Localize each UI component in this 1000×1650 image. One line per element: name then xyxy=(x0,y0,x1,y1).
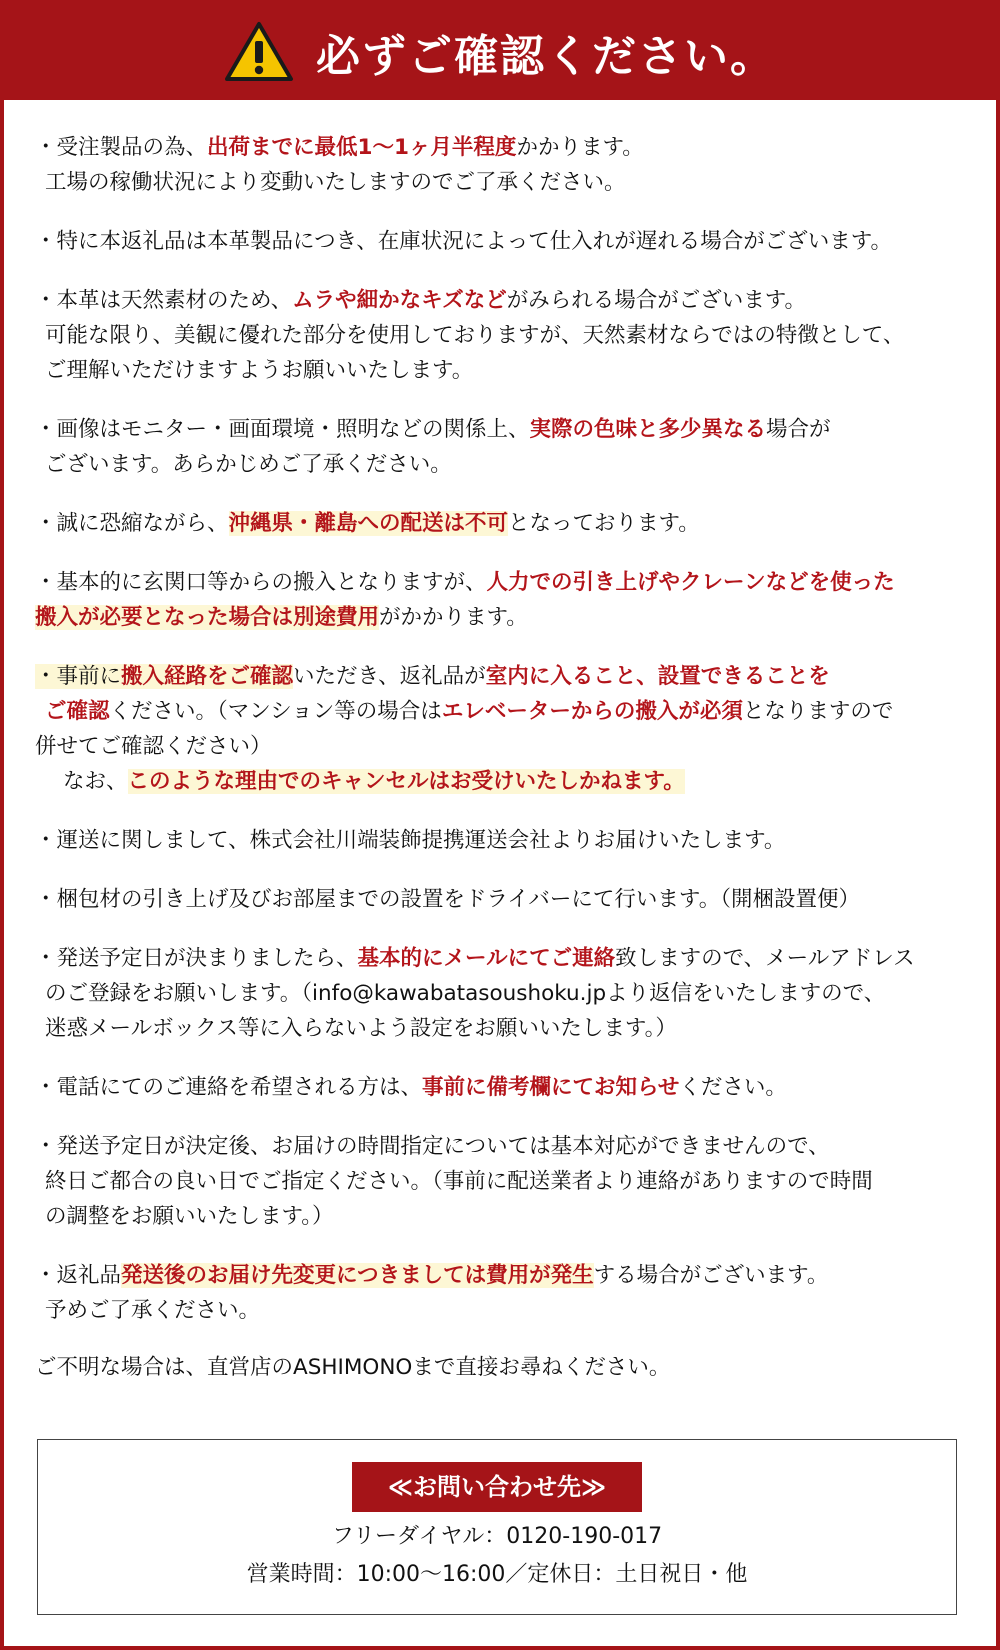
text: ご理解いただけますようお願いいたします。 xyxy=(45,358,474,383)
contact-box xyxy=(37,1439,957,1615)
text: 迷惑メールボックス等に入らないよう設定をお願いいたします。） xyxy=(45,1016,677,1041)
highlight-text: 搬入経路をご確認 xyxy=(121,664,294,689)
text: かかります。 xyxy=(516,135,644,160)
page-title: 必ずご確認ください。 xyxy=(316,31,776,82)
emphasis-text: 室内に入ること、設置できることを xyxy=(485,664,830,689)
text: となっております。 xyxy=(508,511,700,536)
notice-item-address-change xyxy=(35,1258,968,1328)
notice-item-okinawa xyxy=(35,506,968,541)
notice-item-lead-time xyxy=(35,130,968,200)
text: ください。 xyxy=(679,1075,787,1100)
text: する場合がございます。 xyxy=(593,1263,829,1288)
emphasis-text: 人力での引き上げやクレーンなどを使った xyxy=(486,570,895,595)
text: ・基本的に玄関口等からの搬入となりますが、 xyxy=(35,570,487,595)
notice-item-carrier xyxy=(35,823,968,858)
emphasis-text: 事前に備考欄にてお知らせ xyxy=(422,1075,680,1100)
notice-item-stock xyxy=(35,224,968,259)
emphasis-text: 基本的にメールにてご連絡 xyxy=(357,946,616,971)
notice-item-route-check xyxy=(35,659,968,799)
contact-phone: フリーダイヤル：0120-190-017 xyxy=(331,1524,663,1549)
text: ・発送予定日が決定後、お届けの時間指定については基本対応ができませんので、 xyxy=(35,1134,830,1159)
notice-list xyxy=(4,100,996,1385)
highlight-text: 搬入が xyxy=(35,605,100,630)
text: ・電話にてのご連絡を希望される方は、 xyxy=(35,1075,423,1100)
notice-item-installation xyxy=(35,882,968,917)
notice-item-phone xyxy=(35,1070,968,1105)
text: がかかります。 xyxy=(379,605,528,630)
text: 予めご了承ください。 xyxy=(45,1298,261,1323)
text: ご不明な場合は、直営店のASHIMONOまで直接お尋ねください。 xyxy=(35,1355,671,1380)
emphasis-text: 出荷までに最低1～1ヶ月半程度 xyxy=(207,135,517,160)
highlight-text: 発送後のお届け先変更につきましては費用が発生 xyxy=(121,1263,594,1288)
text: 併せてご確認ください） xyxy=(35,734,272,759)
emphasis-text: 実際の色味と多少異なる xyxy=(529,417,767,442)
text: ・受注製品の為、 xyxy=(35,135,208,160)
closing-note xyxy=(35,1350,968,1385)
text: の調整をお願いいたします。） xyxy=(45,1204,334,1229)
notice-item-email xyxy=(35,941,968,1046)
text: のご登録をお願いします。（info@kawabatasoushoku.jpより返信をいたしますので、 xyxy=(45,981,886,1006)
text: 可能な限り、美観に優れた部分を使用しておりますが、天然素材ならではの特徴として、 xyxy=(45,323,905,348)
notice-item-color xyxy=(35,412,968,482)
emphasis-text: ご確認 xyxy=(45,699,110,724)
text: となりますので xyxy=(742,699,894,724)
text: ・本革は天然素材のため、 xyxy=(35,288,293,313)
notice-item-carry-in xyxy=(35,565,968,635)
text: ・特に本返礼品は本革製品につき、在庫状況によって仕入れが遅れる場合がございます。 xyxy=(35,229,892,254)
highlight-text: このような理由でのキャンセルはお受けいたしかねます。 xyxy=(127,769,685,794)
highlight-text: 沖縄県・離島への配送は不可 xyxy=(228,511,509,536)
text: がみられる場合がございます。 xyxy=(506,288,807,313)
emphasis-text: エレベーターからの搬入が必須 xyxy=(441,699,743,724)
text: 致しますので、メールアドレス xyxy=(615,946,915,971)
text: ・画像はモニター・画面環境・照明などの関係上、 xyxy=(35,417,530,442)
warning-icon xyxy=(224,21,294,83)
text: ・返礼品 xyxy=(35,1263,122,1288)
notice-item-natural-leather xyxy=(35,283,968,388)
text: ・梱包材の引き上げ及びお部屋までの設置をドライバーにて行います。（開梱設置便） xyxy=(35,887,860,912)
text: 終日ご都合の良い日でご指定ください。（事前に配送業者より連絡がありますので時間 xyxy=(45,1169,873,1194)
text: ください。（マンション等の場合は xyxy=(109,699,442,724)
contact-title: ≪お問い合わせ先≫ xyxy=(352,1462,642,1512)
text: ・運送に関しまして、株式会社川端装飾提携運送会社よりお届けいたします。 xyxy=(35,828,786,853)
text: ・発送予定日が決まりましたら、 xyxy=(35,946,358,971)
notice-item-time-slot xyxy=(35,1129,968,1234)
emphasis-text: ムラや細かなキズなど xyxy=(292,288,507,313)
header-banner xyxy=(4,4,996,100)
contact-hours: 営業時間：10:00～16:00／定休日：土日祝日・他 xyxy=(246,1562,748,1587)
text: なお、 xyxy=(63,769,128,794)
text: 工場の稼働状況により変動いたしますのでご了承ください。 xyxy=(45,170,626,195)
highlight-text: 必要となった場合は別途費用 xyxy=(99,605,380,630)
text: ・誠に恐縮ながら、 xyxy=(35,511,229,536)
text: いただき、返礼品が xyxy=(293,664,486,689)
text: 場合が xyxy=(766,417,831,442)
highlight-text: ・事前に xyxy=(35,664,122,689)
text: ございます。あらかじめご了承ください。 xyxy=(45,452,452,477)
